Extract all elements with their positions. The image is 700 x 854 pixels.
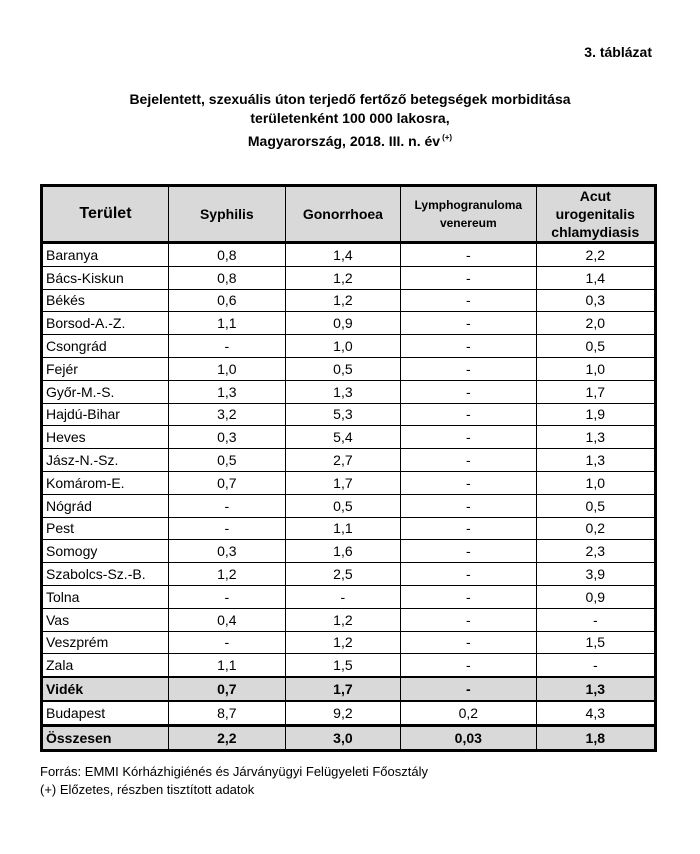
row-label: Borsod-A.-Z.	[42, 312, 169, 335]
row-label: Tolna	[42, 585, 169, 608]
table-row	[42, 494, 656, 517]
table-cell: 5,3	[285, 403, 400, 426]
table-row	[42, 517, 656, 540]
table-cell: 1,0	[536, 471, 655, 494]
footer	[40, 763, 428, 799]
table-row	[42, 266, 656, 289]
table-cell: -	[401, 608, 536, 631]
table-row	[42, 540, 656, 563]
table-row	[42, 631, 656, 654]
budapest-row	[42, 701, 656, 725]
table-row	[42, 335, 656, 358]
table-cell: 0,03	[401, 725, 536, 750]
table-cell: 1,7	[285, 677, 400, 701]
table-cell: 9,2	[285, 701, 400, 725]
table-cell: -	[401, 654, 536, 677]
table-cell: 1,2	[285, 608, 400, 631]
row-label: Baranya	[42, 243, 169, 267]
row-label: Bács-Kiskun	[42, 266, 169, 289]
header-lymphogranuloma	[401, 186, 536, 243]
table-cell: 0,2	[401, 701, 536, 725]
table-cell: -	[168, 585, 285, 608]
table-cell: -	[168, 631, 285, 654]
table-cell: 0,9	[536, 585, 655, 608]
table-cell: -	[401, 471, 536, 494]
header-terulet: Terület	[42, 186, 169, 243]
table-cell: 1,8	[536, 725, 655, 750]
table-cell: 0,5	[285, 357, 400, 380]
table-row	[42, 357, 656, 380]
table-cell: 1,4	[285, 243, 400, 267]
row-label: Összesen	[42, 725, 169, 750]
table-cell: 1,5	[536, 631, 655, 654]
table-cell: 1,6	[285, 540, 400, 563]
table-cell: 3,0	[285, 725, 400, 750]
table-cell: 0,3	[168, 540, 285, 563]
table-cell: 1,1	[168, 654, 285, 677]
table-cell: 1,3	[285, 380, 400, 403]
table-cell: 3,9	[536, 563, 655, 586]
table-cell: -	[285, 585, 400, 608]
table-cell: 1,1	[168, 312, 285, 335]
table-cell: 1,2	[285, 266, 400, 289]
table-cell: 1,7	[536, 380, 655, 403]
table-cell: -	[401, 563, 536, 586]
table-cell: -	[401, 403, 536, 426]
table-cell: 0,5	[536, 494, 655, 517]
table-cell: 0,2	[536, 517, 655, 540]
table-cell: -	[536, 654, 655, 677]
table-row	[42, 471, 656, 494]
table-cell: 1,9	[536, 403, 655, 426]
source-note: Forrás: EMMI Kórházhigiénés és Járványügyi Felügyeleti Főosztály	[40, 764, 428, 779]
table-cell: 0,5	[536, 335, 655, 358]
row-label: Vas	[42, 608, 169, 631]
header-chlamydiasis-line3: chlamydiasis	[551, 224, 640, 240]
table-row	[42, 243, 656, 267]
header-chlamydiasis	[536, 186, 655, 243]
table-cell: -	[401, 289, 536, 312]
table-title	[0, 90, 700, 151]
table-cell: 5,4	[285, 426, 400, 449]
row-label: Nógrád	[42, 494, 169, 517]
header-syphilis: Syphilis	[168, 186, 285, 243]
table-cell: -	[401, 243, 536, 267]
table-cell: -	[168, 517, 285, 540]
table-cell: -	[401, 449, 536, 472]
table-cell: 0,3	[168, 426, 285, 449]
table-cell: 1,0	[285, 335, 400, 358]
table-cell: 1,5	[285, 654, 400, 677]
preliminary-mark: (+)	[442, 133, 453, 142]
table-cell: 2,2	[168, 725, 285, 750]
row-label: Veszprém	[42, 631, 169, 654]
title-line-1: Bejelentett, szexuális úton terjedő fertőző betegségek morbiditása	[129, 91, 571, 107]
table-cell: 0,7	[168, 471, 285, 494]
table-cell: 1,0	[168, 357, 285, 380]
table-cell: 1,0	[536, 357, 655, 380]
table-cell: 1,2	[285, 631, 400, 654]
header-lymphogranuloma-line1: Lymphogranuloma	[414, 198, 523, 212]
table-cell: -	[401, 517, 536, 540]
table-row	[42, 585, 656, 608]
row-label: Komárom-E.	[42, 471, 169, 494]
row-label: Csongrád	[42, 335, 169, 358]
preliminary-note: (+) Előzetes, részben tisztított adatok	[40, 782, 255, 797]
table-cell: 2,0	[536, 312, 655, 335]
table-cell: 1,7	[285, 471, 400, 494]
row-label: Somogy	[42, 540, 169, 563]
row-label: Fejér	[42, 357, 169, 380]
table-row	[42, 654, 656, 677]
table-cell: -	[401, 380, 536, 403]
header-lymphogranuloma-line2: venereum	[439, 216, 497, 230]
table-cell: 2,3	[536, 540, 655, 563]
table-cell: 8,7	[168, 701, 285, 725]
row-label: Hajdú-Bihar	[42, 403, 169, 426]
table-row	[42, 403, 656, 426]
table-cell: 0,4	[168, 608, 285, 631]
row-label: Szabolcs-Sz.-B.	[42, 563, 169, 586]
table-cell: -	[401, 266, 536, 289]
table-cell: 0,5	[285, 494, 400, 517]
osszesen-row	[42, 725, 656, 750]
row-label: Pest	[42, 517, 169, 540]
table-row	[42, 563, 656, 586]
row-label: Heves	[42, 426, 169, 449]
header-row	[42, 186, 656, 243]
title-line-3-text: Magyarország, 2018. III. n. év	[247, 133, 441, 149]
table-cell: 3,2	[168, 403, 285, 426]
table-cell: -	[401, 631, 536, 654]
table-row	[42, 380, 656, 403]
morbidity-table	[40, 184, 657, 752]
table-cell: 2,5	[285, 563, 400, 586]
table-cell: 0,9	[285, 312, 400, 335]
table-cell: 0,6	[168, 289, 285, 312]
table-cell: 1,3	[168, 380, 285, 403]
row-label: Vidék	[42, 677, 169, 701]
title-line-2: területenként 100 000 lakosra,	[250, 110, 450, 126]
header-chlamydiasis-line2: urogenitalis	[555, 206, 635, 222]
table-cell: 0,8	[168, 266, 285, 289]
table-cell: 0,7	[168, 677, 285, 701]
table-cell: 4,3	[536, 701, 655, 725]
row-label: Győr-M.-S.	[42, 380, 169, 403]
header-chlamydiasis-line1: Acut	[579, 188, 611, 204]
table-cell: -	[401, 585, 536, 608]
table-row	[42, 449, 656, 472]
table-cell: 2,7	[285, 449, 400, 472]
table-cell: -	[168, 335, 285, 358]
table-cell: 1,1	[285, 517, 400, 540]
table-row	[42, 289, 656, 312]
table-cell: 0,8	[168, 243, 285, 267]
videk-row	[42, 677, 656, 701]
table-cell: 1,3	[536, 449, 655, 472]
table-cell: -	[401, 540, 536, 563]
table-cell: 0,5	[168, 449, 285, 472]
table-cell: 0,3	[536, 289, 655, 312]
table-cell: -	[401, 312, 536, 335]
table-cell: 2,2	[536, 243, 655, 267]
header-gonorrhoea: Gonorrhoea	[285, 186, 400, 243]
table-cell: -	[401, 677, 536, 701]
table-cell: -	[168, 494, 285, 517]
table-row	[42, 426, 656, 449]
table-cell: -	[401, 494, 536, 517]
title-line-3	[0, 128, 700, 151]
table-cell: 1,2	[168, 563, 285, 586]
table-number: 3. táblázat	[584, 44, 652, 60]
table-body	[42, 243, 656, 751]
table-row	[42, 312, 656, 335]
table-cell: 1,4	[536, 266, 655, 289]
table-cell: -	[536, 608, 655, 631]
table-row	[42, 608, 656, 631]
table-cell: 1,3	[536, 426, 655, 449]
row-label: Békés	[42, 289, 169, 312]
row-label: Budapest	[42, 701, 169, 725]
table-cell: -	[401, 357, 536, 380]
row-label: Zala	[42, 654, 169, 677]
row-label: Jász-N.-Sz.	[42, 449, 169, 472]
table-cell: 1,2	[285, 289, 400, 312]
table-cell: -	[401, 335, 536, 358]
table-cell: -	[401, 426, 536, 449]
table-cell: 1,3	[536, 677, 655, 701]
